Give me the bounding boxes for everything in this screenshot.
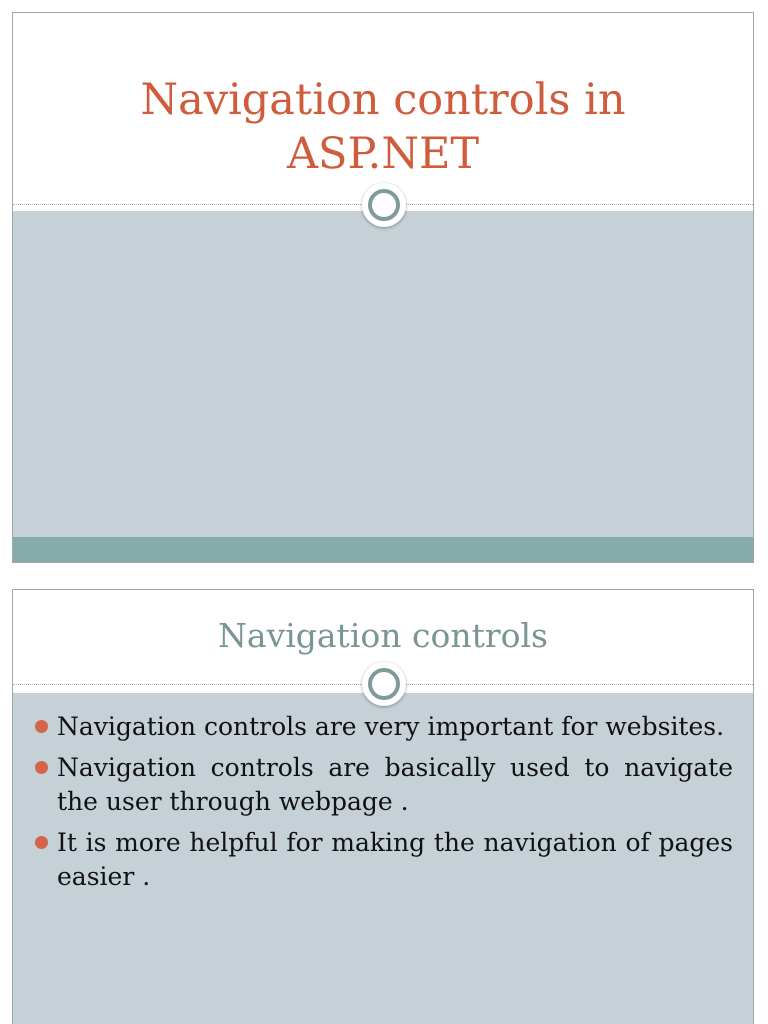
slide-1-title-area — [13, 13, 753, 204]
slide-1-title — [13, 73, 753, 181]
bullet-dot-icon — [35, 720, 48, 733]
ornament-ring — [368, 668, 400, 700]
slide-1-title-line-2: ASP.NET — [286, 129, 480, 179]
circle-ornament-icon — [362, 183, 406, 227]
bullet-text: Navigation controls are basically used to navigate the user through webpage . — [57, 753, 733, 816]
circle-ornament-icon — [362, 662, 406, 706]
bullet-text: It is more helpful for making the navigation of pages easier . — [57, 828, 733, 891]
slide-1 — [12, 12, 754, 563]
list-item — [35, 826, 733, 894]
slide-1-bottom-bar — [13, 537, 753, 563]
bullet-dot-icon — [35, 761, 48, 774]
bullet-list — [35, 710, 733, 901]
slide-2 — [12, 589, 754, 1024]
bullet-text: Navigation controls are very important for websites. — [57, 712, 725, 741]
list-item — [35, 751, 733, 819]
slide-1-title-line-1: Navigation controls in — [140, 75, 626, 125]
slide-2-title: Navigation controls — [218, 616, 548, 655]
ornament-ring — [368, 189, 400, 221]
bullet-dot-icon — [35, 836, 48, 849]
list-item — [35, 710, 733, 744]
slide-1-body — [13, 211, 753, 537]
